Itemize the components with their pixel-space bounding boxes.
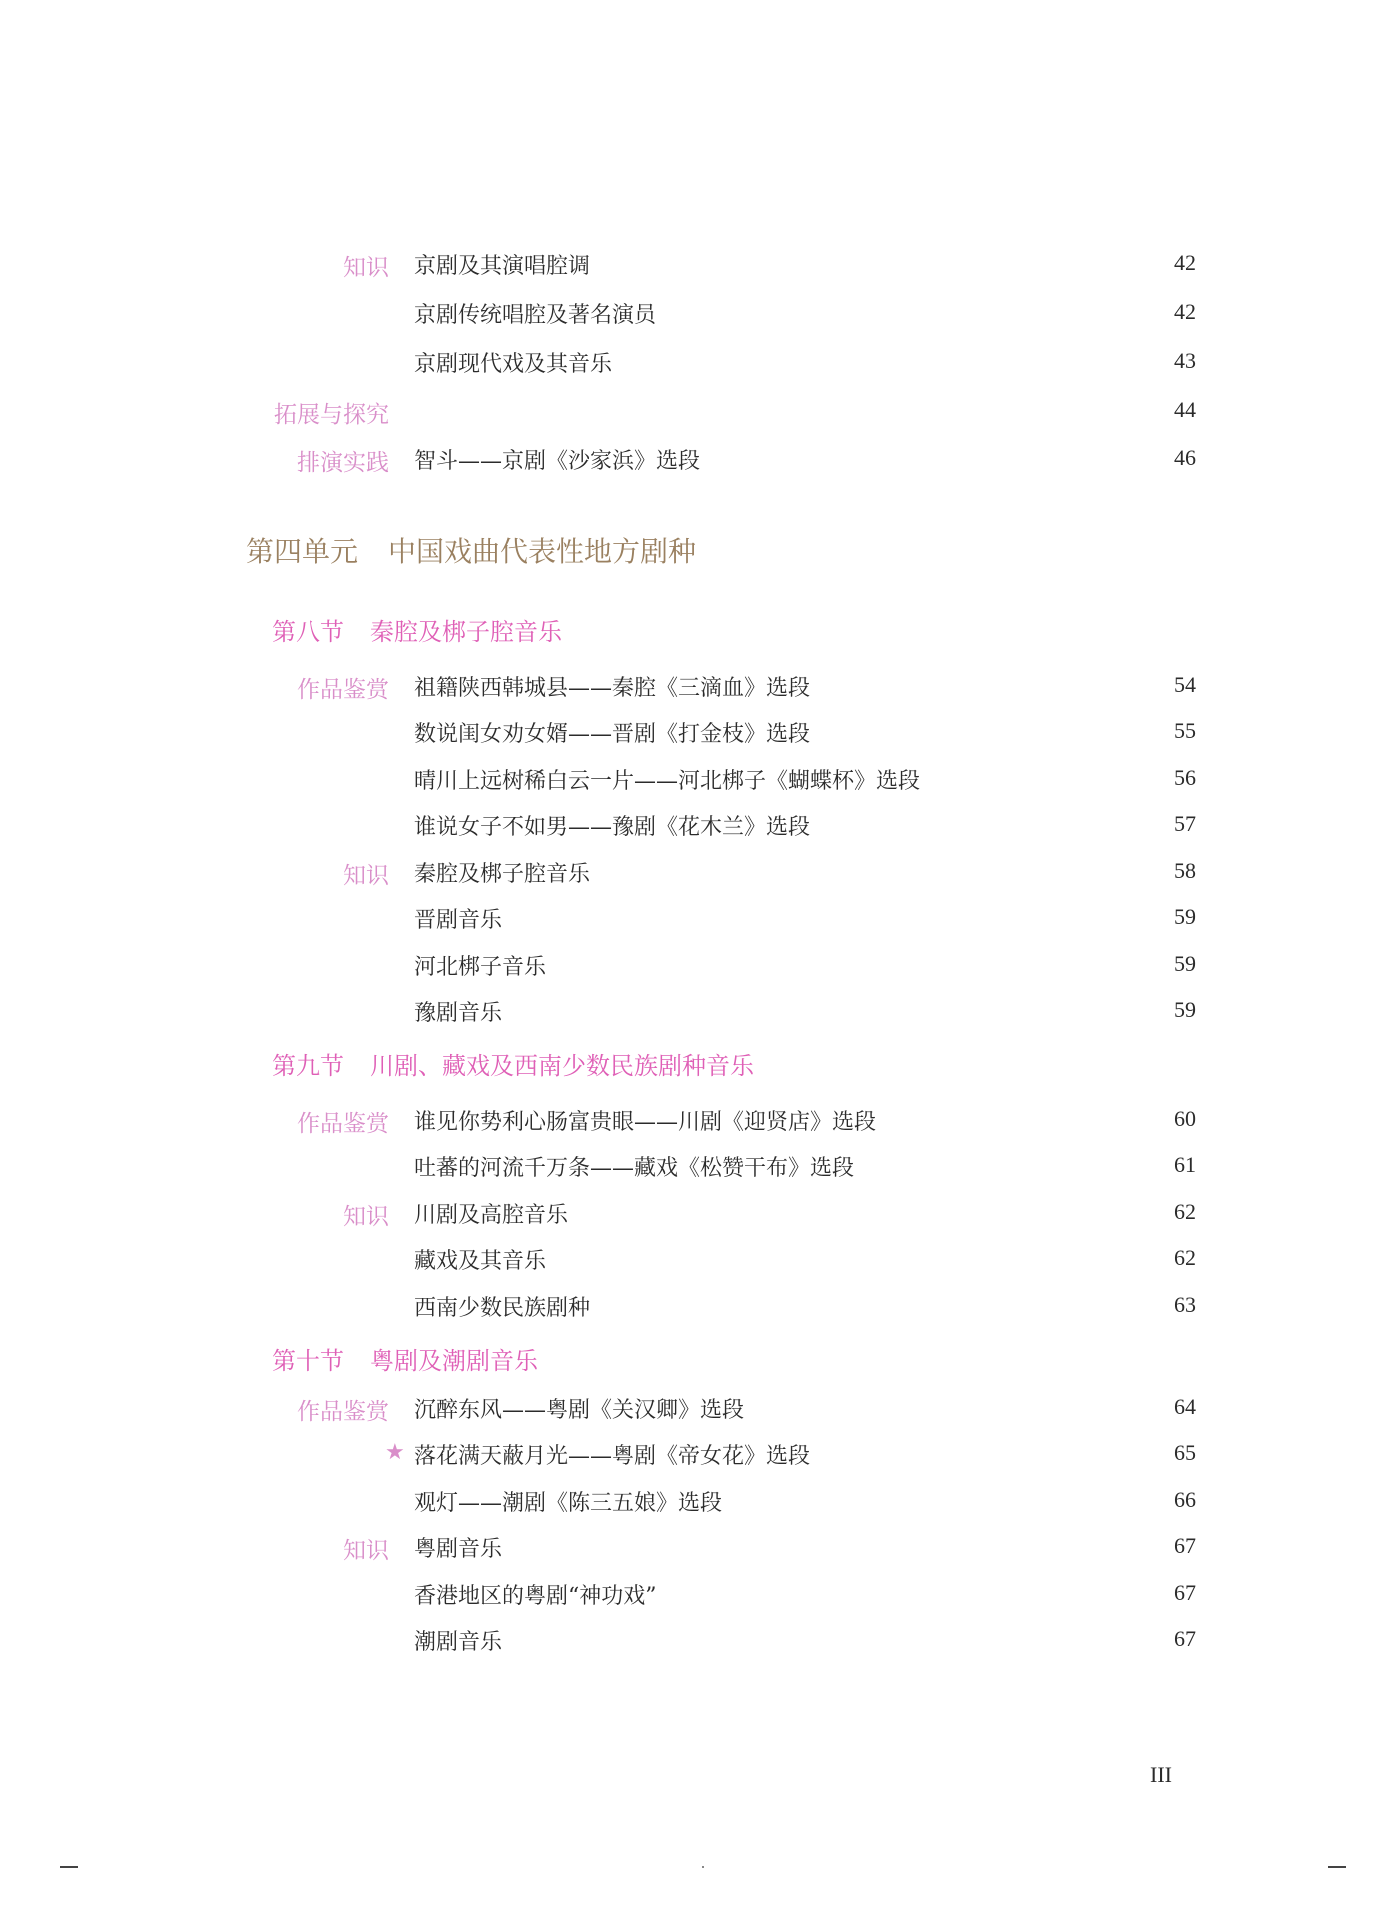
toc-entry[interactable] (0, 1577, 1394, 1611)
entry-page: 43 (1174, 348, 1196, 373)
entry-page: 62 (1174, 1245, 1196, 1270)
entry-page: 59 (1174, 951, 1196, 976)
entry-title: 祖籍陕西韩城县——秦腔《三滴血》选段 (414, 676, 811, 701)
entry-page: 57 (1174, 811, 1196, 836)
toc-entry[interactable] (0, 994, 1394, 1028)
entry-page: 63 (1174, 1292, 1196, 1317)
entry-page: 67 (1174, 1533, 1196, 1558)
entry-page: 56 (1174, 765, 1196, 790)
crop-mark (60, 1866, 78, 1868)
toc-entry[interactable] (0, 1437, 1394, 1471)
unit-title: 中国戏曲代表性地方剧种 (388, 535, 697, 568)
toc-entry[interactable] (0, 715, 1394, 749)
entry-page: 46 (1174, 445, 1196, 470)
entry-title: 吐蕃的河流千万条——藏戏《松赞干布》选段 (414, 1156, 855, 1181)
entry-page: 42 (1174, 299, 1196, 324)
crop-mark (702, 1866, 704, 1868)
entry-title: 晴川上远树稀白云一片——河北梆子《蝴蝶杯》选段 (414, 769, 921, 794)
entry-title: 川剧及高腔音乐 (414, 1203, 569, 1228)
toc-entry[interactable] (0, 1391, 1394, 1425)
entry-title: 秦腔及梆子腔音乐 (414, 862, 591, 887)
toc-entry[interactable] (0, 808, 1394, 842)
toc-entry[interactable] (0, 669, 1394, 703)
entry-title: 沉醉东风——粤剧《关汉卿》选段 (414, 1398, 745, 1423)
section-number: 第十节 (272, 1347, 344, 1375)
toc-entry[interactable] (0, 1623, 1394, 1657)
unit-heading (246, 530, 696, 570)
entry-title: 豫剧音乐 (414, 1001, 503, 1026)
entry-title: 西南少数民族剧种 (414, 1296, 591, 1321)
entry-page: 65 (1174, 1440, 1196, 1465)
entry-page: 59 (1174, 904, 1196, 929)
entry-title: 京剧现代戏及其音乐 (414, 352, 613, 377)
entry-title: 数说闺女劝女婿——晋剧《打金枝》选段 (414, 722, 811, 747)
entry-page: 66 (1174, 1487, 1196, 1512)
entry-label: 知识 (343, 1204, 389, 1230)
section-heading[interactable] (272, 1046, 754, 1082)
entry-title: 观灯——潮剧《陈三五娘》选段 (414, 1491, 723, 1516)
entry-page: 60 (1174, 1106, 1196, 1131)
toc-entry[interactable] (0, 394, 1394, 428)
toc-entry[interactable] (0, 1530, 1394, 1564)
section-heading[interactable] (272, 1341, 538, 1377)
entry-page: 59 (1174, 997, 1196, 1022)
section-title: 川剧、藏戏及西南少数民族剧种音乐 (370, 1052, 754, 1080)
entry-label: 作品鉴赏 (297, 1111, 389, 1137)
toc-entry[interactable] (0, 247, 1394, 281)
section-heading[interactable] (272, 612, 562, 648)
section-number: 第九节 (272, 1052, 344, 1080)
toc-entry[interactable] (0, 1242, 1394, 1276)
entry-page: 55 (1174, 718, 1196, 743)
entry-title: 香港地区的粤剧“神功戏” (414, 1584, 657, 1609)
toc-entry[interactable] (0, 762, 1394, 796)
entry-title: 谁说女子不如男——豫剧《花木兰》选段 (414, 815, 811, 840)
entry-title: 谁见你势利心肠富贵眼——川剧《迎贤店》选段 (414, 1110, 877, 1135)
entry-page: 54 (1174, 672, 1196, 697)
entry-label: 作品鉴赏 (297, 1399, 389, 1425)
toc-entry[interactable] (0, 1196, 1394, 1230)
entry-label: 知识 (343, 863, 389, 889)
entry-page: 61 (1174, 1152, 1196, 1177)
entry-title: 智斗——京剧《沙家浜》选段 (414, 449, 701, 474)
section-title: 秦腔及梆子腔音乐 (370, 618, 562, 646)
toc-entry[interactable] (0, 345, 1394, 379)
unit-number: 第四单元 (246, 535, 359, 568)
entry-page: 42 (1174, 250, 1196, 275)
star-icon: ★ (385, 1440, 405, 1465)
section-number: 第八节 (272, 618, 344, 646)
entry-label: 知识 (343, 255, 389, 281)
entry-title: 落花满天蔽月光——粤剧《帝女花》选段 (414, 1444, 811, 1469)
entry-page: 44 (1174, 397, 1196, 422)
entry-title: 河北梆子音乐 (414, 955, 547, 980)
toc-entry[interactable] (0, 855, 1394, 889)
entry-title: 粤剧音乐 (414, 1537, 503, 1562)
toc-entry[interactable] (0, 1484, 1394, 1518)
toc-entry[interactable] (0, 1149, 1394, 1183)
crop-mark (1328, 1866, 1346, 1868)
toc-entry[interactable] (0, 296, 1394, 330)
entry-label: 知识 (343, 1538, 389, 1564)
toc-entry[interactable] (0, 948, 1394, 982)
entry-page: 58 (1174, 858, 1196, 883)
entry-page: 64 (1174, 1394, 1196, 1419)
section-title: 粤剧及潮剧音乐 (370, 1347, 538, 1375)
entry-title: 潮剧音乐 (414, 1630, 503, 1655)
entry-page: 67 (1174, 1626, 1196, 1651)
entry-title: 京剧及其演唱腔调 (414, 254, 591, 279)
toc-entry[interactable] (0, 1103, 1394, 1137)
toc-entry[interactable] (0, 1289, 1394, 1323)
entry-label: 排演实践 (297, 450, 389, 476)
entry-page: 62 (1174, 1199, 1196, 1224)
toc-entry[interactable] (0, 901, 1394, 935)
entry-title: 晋剧音乐 (414, 908, 503, 933)
entry-title: 京剧传统唱腔及著名演员 (414, 303, 657, 328)
entry-label: 拓展与探究 (274, 402, 389, 428)
entry-label: 作品鉴赏 (297, 677, 389, 703)
toc-entry[interactable] (0, 442, 1394, 476)
entry-page: 67 (1174, 1580, 1196, 1605)
entry-title: 藏戏及其音乐 (414, 1249, 547, 1274)
page-number: III (1150, 1762, 1172, 1787)
